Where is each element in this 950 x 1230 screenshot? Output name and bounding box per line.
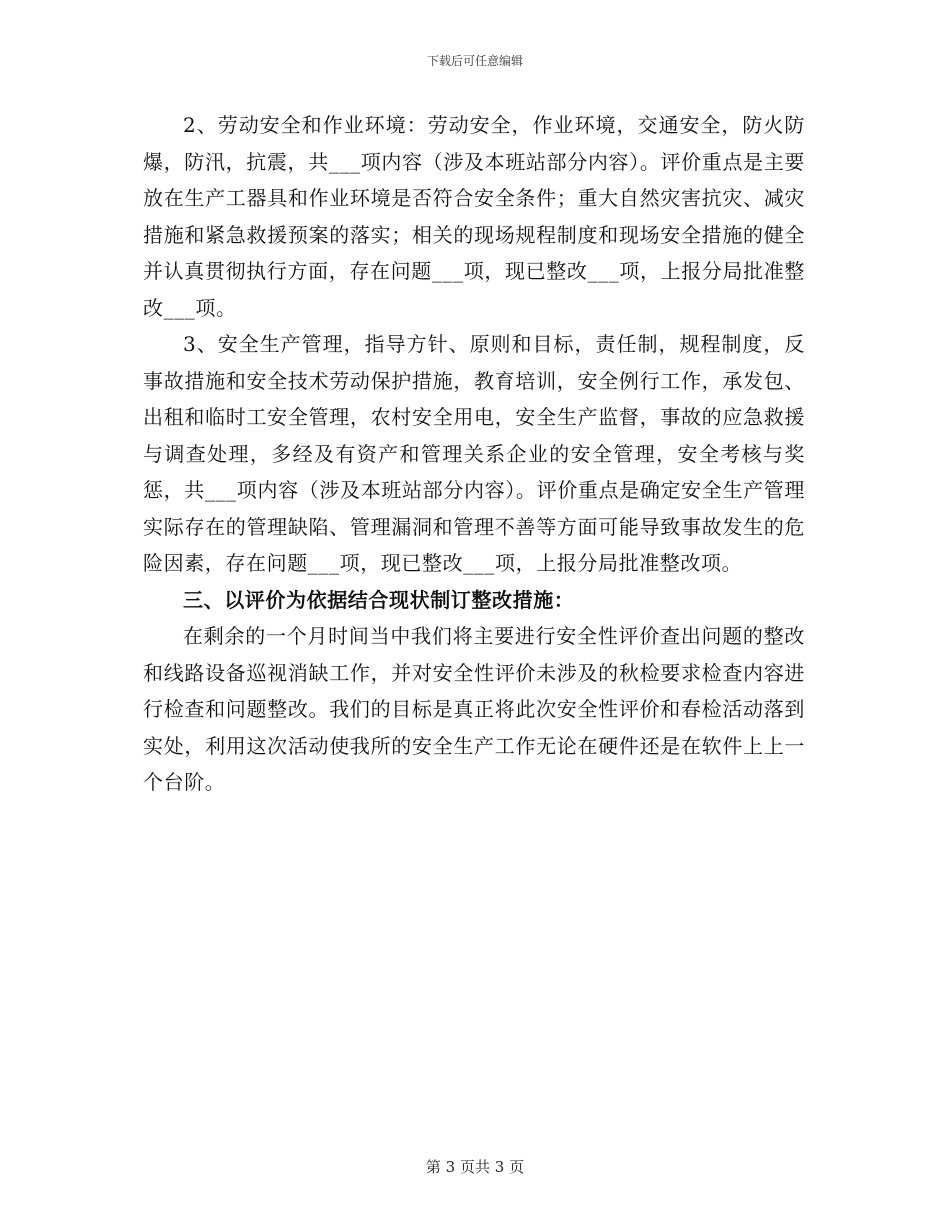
paragraph-labor-safety: 2、劳动安全和作业环境：劳动安全，作业环境，交通安全，防火防爆，防汛，抗震，共___项内容（涉及本班站部分内容）。评价重点是主要放在生产工器具和作业环境是否符合安全条件；重大自然灾害抗灾、减灾措施和紧急救援预案的落实；相关的现场规程制度和现场安全措施的健全并认真贯彻执行方面，存在问题___项，现已整改___项，上报分局批准整改___项。 [143, 113, 805, 320]
document-body [143, 107, 805, 801]
section-heading: 三、以评价为依据结合现状制订整改措施： [183, 587, 575, 612]
paragraph-rectification-plan: 在剩余的一个月时间当中我们将主要进行安全性评价查出问题的整改和线路设备巡视消缺工作，并对安全性评价未涉及的秋检要求检查内容进行检查和问题整改。我们的目标是真正将此次安全性评价和春检活动落到实处，利用这次活动使我所的安全生产工作无论在硬件还是在软件上上一个台阶。 [143, 624, 805, 794]
paragraph-safety-management: 3、安全生产管理，指导方针、原则和目标，责任制，规程制度，反事故措施和安全技术劳动保护措施，教育培训，安全例行工作，承发包、出租和临时工安全管理，农村安全用电，安全生产监督，事故的应急救援与调查处理，多经及有资产和管理关系企业的安全管理，安全考核与奖惩，共___项内容（涉及本班站部分内容）。评价重点是确定安全生产管理实际存在的管理缺陷、管理漏洞和管理不善等方面可能导致事故发生的危险因素，存在问题___项，现已整改___项，上报分局批准整改项。 [143, 332, 805, 575]
page-number: 第 3 页共 3 页 [425, 1158, 525, 1176]
page-header: 下载后可任意编辑 [426, 54, 523, 68]
